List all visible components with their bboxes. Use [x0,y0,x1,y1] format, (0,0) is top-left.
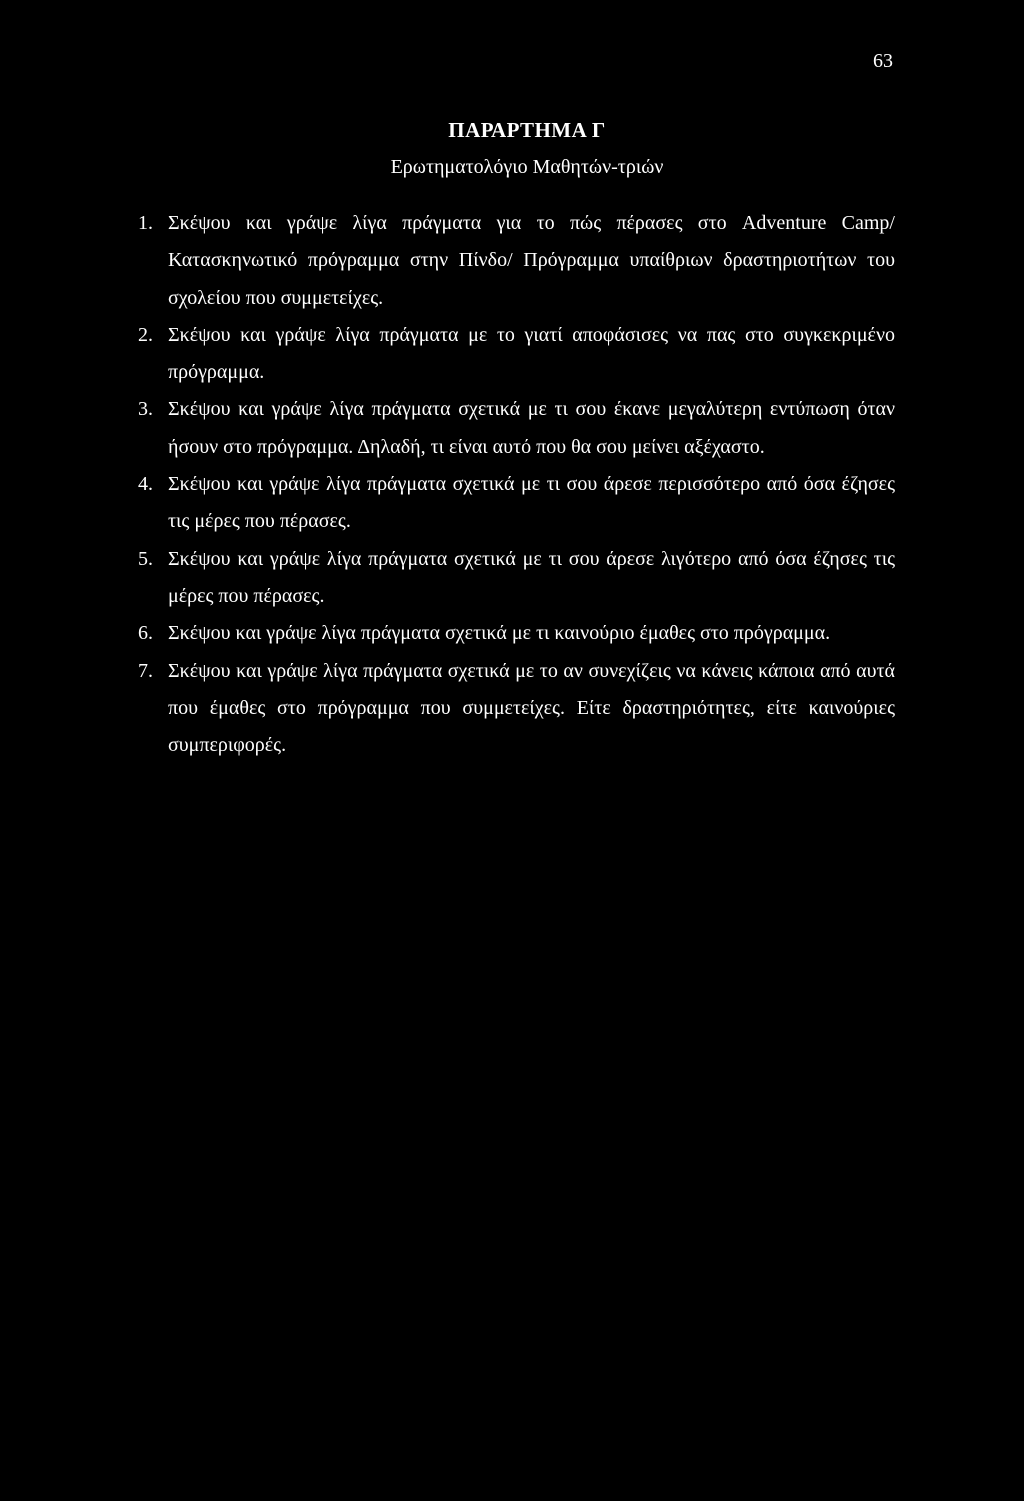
question-text: Σκέψου και γράψε λίγα πράγματα σχετικά με το αν συνεχίζεις να κάνεις κάποια από αυτά που έμαθες στο πρόγραμμα που συμμετείχες. Είτε δραστηριότητες, είτε καινούριες συμπεριφορές. [168,659,895,757]
question-text: Σκέψου και γράψε λίγα πράγματα σχετικά με τι καινούριο έμαθες στο πρόγραμμα. [168,622,831,645]
question-item [131,391,895,466]
question-item [131,466,895,541]
question-number: 3. [138,398,153,421]
question-text: Σκέψου και γράψε λίγα πράγματα με το γιατί αποφάσισες να πας στο συγκεκριμένο πρόγραμμα. [168,323,895,384]
question-text: Σκέψου και γράψε λίγα πράγματα σχετικά με τι σου έκανε μεγαλύτερη εντύπωση όταν ήσουν στο πρόγραμμα. Δηλαδή, τι είναι αυτό που θα σου μείνει αξέχαστο. [168,398,895,458]
question-number: 5. [138,547,153,570]
appendix-title: ΠΑΡΑΡΤΗΜΑ Γ [448,118,606,142]
question-number: 4. [138,473,153,496]
question-number: 2. [138,323,153,346]
question-item [131,615,895,652]
question-item [131,541,895,616]
question-number: 7. [138,659,153,682]
question-number: 1. [138,212,153,234]
appendix-subtitle: Ερωτηματολόγιο Μαθητών-τριών [390,156,664,178]
question-text: Σκέψου και γράψε λίγα πράγματα σχετικά με τι σου άρεσε περισσότερο από όσα έζησες τις μέρες που πέρασες. [168,473,895,533]
question-item [131,317,895,392]
question-text: Σκέψου και γράψε λίγα πράγματα για το πώς πέρασες στο Adventure Camp/ Κατασκηνωτικό πρόγραμμα στην Πίνδο/ Πρόγραμμα υπαίθριων δραστηριοτήτων του σχολείου που συμμετείχες. [168,212,895,309]
question-number: 6. [138,622,153,645]
questionnaire-list [131,205,895,764]
page-number: 63 [873,50,893,72]
question-text: Σκέψου και γράψε λίγα πράγματα σχετικά με τι σου άρεσε λιγότερο από όσα έζησες τις μέρες που πέρασες. [168,547,895,607]
question-item [131,653,895,765]
question-item [131,205,895,317]
